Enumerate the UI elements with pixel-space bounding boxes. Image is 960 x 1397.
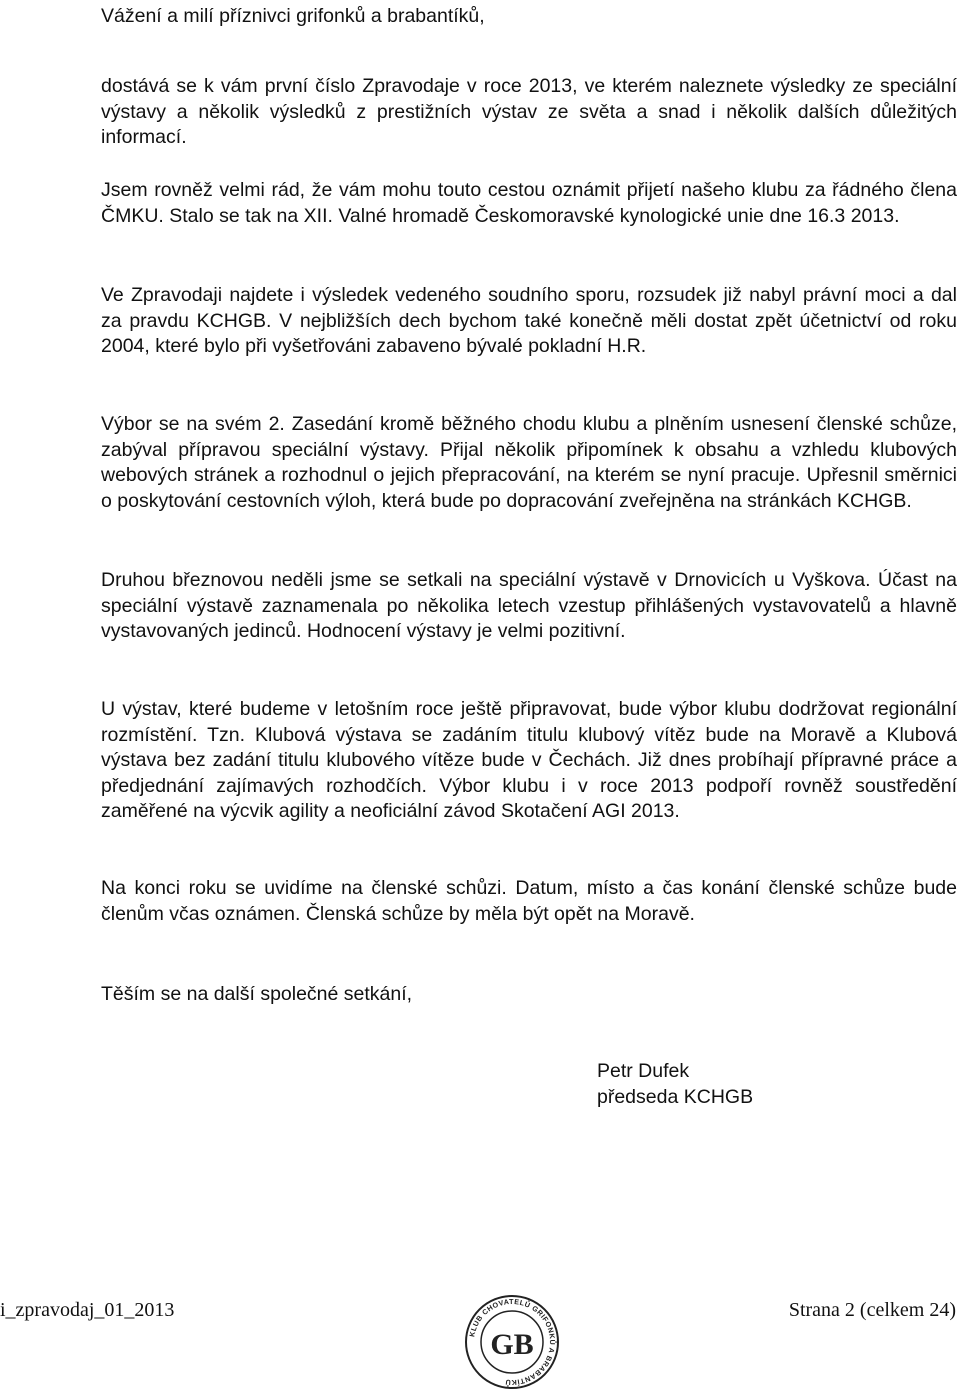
paragraph-committee: Výbor se na svém 2. Zasedání kromě běžného chodu klubu a plněním usnesení členské schůze, zabýval přípravou speciální výstavy. Přijal několik připomínek k obsahu a vzhledu klubových webových stránek a rozhodnul o jejich přepracování, na kterém se nyní pracuje. Upřesnil směrnici o poskytování cestovních výloh, která bude po dopracování zveřejněna na stránkách KCHGB.: [101, 413, 957, 512]
logo-monogram: GB: [490, 1328, 534, 1361]
signature-role: předseda KCHGB: [597, 1086, 754, 1108]
signature-name: Petr Dufek: [597, 1060, 690, 1082]
paragraph-intro: dostává se k vám první číslo Zpravodaje v roce 2013, ve kterém naleznete výsledky ze speciální výstavy a několik výsledků z prestižních výstav ze světa a snad i několik dalších důležitých informací.: [101, 75, 957, 149]
paragraph-lawsuit: Ve Zpravodaji najdete i výsledek vedeného soudního sporu, rozsudek již nabyl právní moci a dal za pravdu KCHGB. V nejbližších dech bychom také konečně měli dostat zpět účetnictví od roku 2004, které bylo při vyšetřováni zabaveno bývalé pokladní H.R.: [101, 284, 957, 358]
paragraph-membership: Jsem rovněž velmi rád, že vám mohu touto cestou oznámit přijetí našeho klubu za řádného člena ČMKU. Stalo se tak na XII. Valné hromadě Českomoravské kynologické unie dne 16.3 2013.: [101, 179, 957, 227]
logo-ring-text: KLUB CHOVATELŮ GRIFONKŮ A BRABANTÍKŮ: [467, 1296, 558, 1388]
club-logo-emblem: [462, 1292, 562, 1392]
signature-block: [597, 1058, 753, 1110]
paragraph-special-show: Druhou březnovou neděli jsme se setkali na speciální výstavě v Drnovicích u Vyškova. Účast na speciální výstavě zaznamenala po několika letech vzestup přihlášených vystavovatelů a hlavně vystavovaných jedinců. Hodnocení výstavy je velmi pozitivní.: [101, 569, 957, 643]
letter-closing: Těším se na další společné setkání,: [101, 983, 413, 1005]
paragraph-upcoming-shows: U výstav, které budeme v letošním roce ještě připravovat, bude výbor klubu dodržovat regionální rozmístění. Tzn. Klubová výstava se zadáním titulu klubový vítěz bude na Moravě a Klubová výstava bez zadání titulu klubového vítěze bude v Čechách. Již dnes probíhají přípravné práce a předjednání zajímavých rozhodčích. Výbor klubu i v roce 2013 podpoří rovněž soustředění zaměřené na výcvik agility a neoficiální závod Skotačení AGI 2013.: [101, 698, 957, 823]
footer-filename: i_zpravodaj_01_2013: [0, 1299, 175, 1321]
footer-page-info: Strana 2 (celkem 24): [788, 1299, 956, 1321]
paragraph-member-meeting: Na konci roku se uvidíme na členské schůzi. Datum, místo a čas konání členské schůze bude členům včas oznámen. Členská schůze by měla být opět na Moravě.: [101, 877, 957, 925]
letter-salutation: Vážení a milí příznivci grifonků a brabantíků,: [101, 5, 485, 27]
club-logo: [462, 1292, 562, 1388]
